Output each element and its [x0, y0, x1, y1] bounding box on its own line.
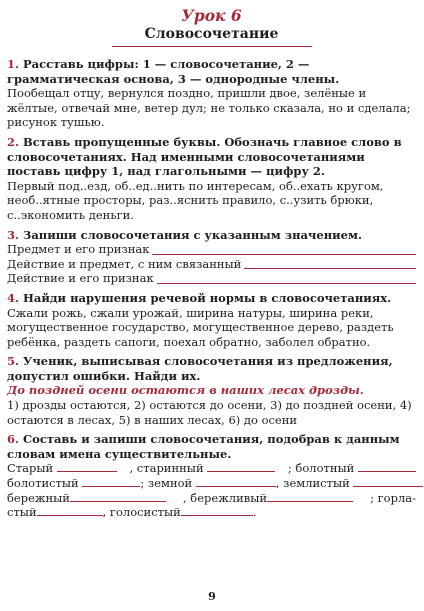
task-1-number: 1.	[7, 57, 20, 71]
word: , голосистый	[102, 505, 181, 520]
task-1-text: Пообещал отцу, вернулся поздно, пришли двое, зелёные и жёлтые, отвечай мне, ветер дул; не только сказала, но и сделала; рисунок тушью.	[7, 86, 411, 130]
title-underline	[112, 46, 312, 47]
task-1	[7, 57, 416, 130]
lesson-subtitle: Словосочетание	[144, 26, 279, 42]
answer-blank[interactable]	[37, 505, 103, 516]
task-4	[7, 291, 416, 349]
task-6	[7, 432, 416, 520]
answer-blank[interactable]	[181, 505, 253, 516]
word: ; горла-	[370, 490, 416, 505]
answer-blank[interactable]	[82, 476, 140, 487]
task-4-number: 4.	[7, 290, 20, 305]
page-number: 9	[208, 590, 216, 603]
task-1-instruction-text: Расставь цифры: 1 — словосочетание, 2 — грамматическая основа, 3 — однородные члены.	[7, 57, 340, 86]
word-pair	[140, 476, 275, 491]
answer-line[interactable]	[152, 243, 416, 255]
task-5-number: 5.	[7, 354, 20, 369]
answer-row-object-attribute	[7, 242, 416, 257]
word-pair	[288, 461, 416, 476]
answer-blank[interactable]	[196, 476, 276, 487]
word: , старинный	[129, 461, 204, 476]
answer-blank[interactable]	[267, 491, 353, 502]
word-pair	[7, 476, 140, 491]
answer-line[interactable]	[244, 257, 416, 269]
word-pair	[7, 491, 166, 506]
answer-row-label: Действие и его признак	[7, 271, 154, 286]
lesson-title: Урок 6	[181, 6, 242, 25]
task-2-instruction	[7, 135, 416, 179]
task-6-number: 6.	[7, 432, 20, 447]
word: , землистый	[275, 476, 350, 491]
word: ; болотный	[287, 461, 355, 476]
word-pair	[7, 461, 117, 476]
task-3-number: 3.	[7, 227, 20, 242]
task-4-instruction	[7, 291, 416, 306]
word-pair	[183, 491, 353, 506]
task-6-instruction	[7, 432, 416, 461]
task-2-instruction-text: Вставь пропущенные буквы. Обозначь главное слово в словосочетаниях. Над именными словосочетаниями поставь цифру 1, над глагольными — цифру 2.	[7, 134, 402, 179]
task-3-instruction	[7, 228, 416, 243]
answer-blank[interactable]	[358, 461, 416, 472]
answer-row-label: Действие и предмет, с ним связанный	[7, 256, 242, 271]
answer-row-action-attribute	[7, 271, 416, 286]
answer-line[interactable]	[157, 272, 416, 284]
word-pair	[129, 461, 275, 476]
word: бережный	[7, 490, 70, 505]
task-5-text: 1) дрозды остаются, 2) остаются до осени, 3) до поздней осени, 4) остаются в лесах, 5) в наших лесах, 6) до осени	[7, 398, 412, 427]
answer-blank[interactable]	[207, 461, 275, 472]
task-2-text: Первый под..езд, об..ед..нить по интересам, об..ехать кругом, необ..ятные просторы, раз..яснить правило, с..узить брюки, с..экономить деньги.	[7, 178, 384, 222]
task-5-instruction	[7, 354, 416, 383]
word: , бережливый	[183, 490, 268, 505]
task-3-instruction-text: Запиши словосочетания с указанным значением.	[23, 227, 362, 242]
task-4-text: Сжали рожь, сжали урожай, ширина натуры, ширина реки, могущественное государство, могущественное дерево, раздеть ребёнка, раздеть сапоги, поехал обратно, заболел обратно.	[7, 305, 394, 349]
word: Старый	[7, 461, 54, 476]
task-4-instruction-text: Найди нарушения речевой нормы в словосочетаниях.	[23, 290, 392, 305]
task-2-number: 2.	[7, 134, 20, 149]
task-6-instruction-text: Составь и запиши словосочетания, подобрав к данным словам имена существительные.	[7, 432, 400, 461]
answer-row-action-object	[7, 257, 416, 272]
word: стый	[7, 505, 37, 520]
answer-row-label: Предмет и его признак	[7, 242, 150, 257]
task-1-instruction	[7, 57, 416, 86]
answer-blank[interactable]	[353, 476, 423, 487]
word: ; земной	[140, 476, 193, 491]
task-5	[7, 354, 416, 427]
task-6-line-3	[7, 491, 416, 506]
answer-blank[interactable]	[57, 461, 117, 472]
task-6-line-2	[7, 476, 416, 491]
word-pair	[276, 476, 424, 491]
task-6-line-4: стый , голосистый .	[7, 505, 257, 520]
task-6-line-1	[7, 461, 416, 476]
answer-blank[interactable]	[70, 491, 166, 502]
task-2	[7, 135, 416, 223]
task-3	[7, 228, 416, 286]
task-5-example-sentence: До поздней осени остаются в наших лесах дрозды.	[7, 383, 364, 398]
task-5-instruction-text: Ученик, выписывая словосочетания из предложения, допустил ошибки. Найди их.	[7, 354, 393, 383]
word: болотистый	[7, 476, 79, 491]
